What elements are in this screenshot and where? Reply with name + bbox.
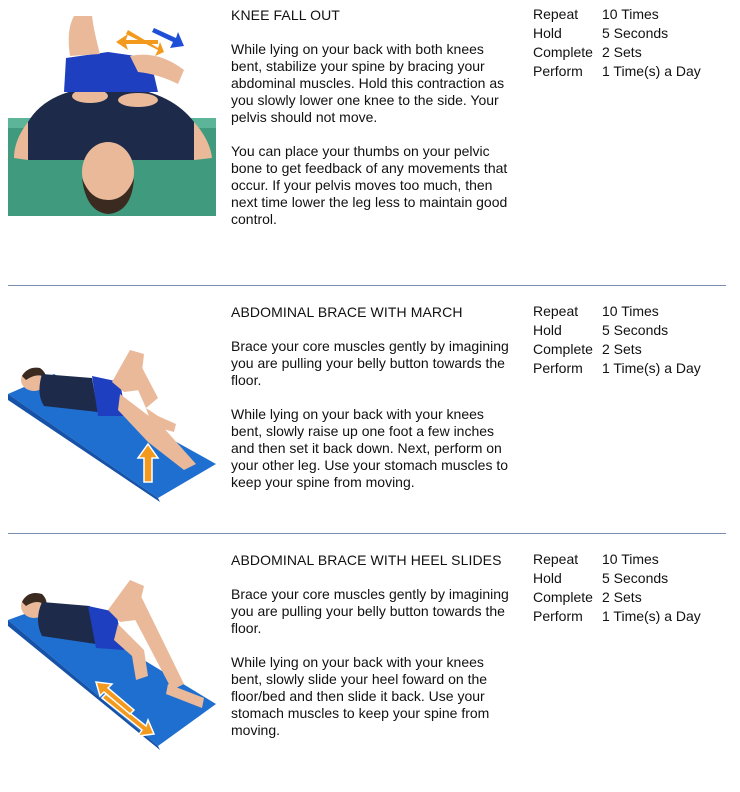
param-value: 1 Time(s) a Day [602,608,701,624]
param-value: 1 Time(s) a Day [602,360,701,376]
instruction-paragraph: While lying on your back with your knees bent, slowly slide your heel foward on the floor/bed and then slide it back. Use your stomach muscles to keep your spine from moving. [231,654,490,738]
param-label: Hold [533,570,562,586]
exercise-abdominal-brace-march [0,296,740,528]
instruction-paragraph: You can place your thumbs on your pelvic bone to get feedback of any movements that occur. If your pelvis moves too much, then next time lower the leg less to maintain good control. [231,143,508,227]
param-label: Complete [533,44,593,60]
param-label: Repeat [533,551,579,567]
exercise-params [533,550,701,626]
instruction-paragraph: Brace your core muscles gently by imagining you are pulling your belly button towards the floor. [231,586,509,636]
param-value: 10 Times [602,303,659,319]
param-label: Repeat [533,303,579,319]
param-label: Repeat [533,6,579,22]
exercise-title: ABDOMINAL BRACE WITH MARCH [231,304,463,320]
param-value: 5 Seconds [602,570,669,586]
param-label: Perform [533,608,583,624]
param-row-perform [533,62,701,81]
param-label: Complete [533,589,593,605]
exercise-abdominal-brace-heel-slides [0,544,740,792]
param-row-hold [533,569,701,588]
param-label: Hold [533,322,562,338]
heel-slide-figure [8,580,216,752]
exercise-knee-fall-out [0,0,740,280]
param-row-complete [533,588,701,607]
param-row-hold [533,24,701,43]
knee-fall-out-figure [8,10,216,216]
instruction-paragraph: Brace your core muscles gently by imagining you are pulling your belly button towards the floor. [231,338,509,388]
section-divider [8,285,726,286]
param-row-repeat [533,5,701,24]
section-divider [8,533,726,534]
exercise-title: ABDOMINAL BRACE WITH HEEL SLIDES [231,552,502,568]
param-label: Complete [533,341,593,357]
march-figure [8,346,216,506]
param-row-hold [533,321,701,340]
param-value: 2 Sets [602,44,642,60]
param-value: 10 Times [602,6,659,22]
exercise-params [533,302,701,378]
param-value: 1 Time(s) a Day [602,63,701,79]
instruction-paragraph: While lying on your back with both knees bent, stabilize your spine by bracing your abdominal muscles. Hold this contraction as you slowly lower one knee to the side. Your pelvis should not move. [231,41,505,125]
param-row-repeat [533,302,701,321]
param-value: 5 Seconds [602,322,669,338]
instruction-paragraph: While lying on your back with your knees bent, slowly raise up one foot a few inches and then set it back down. Next, perform on your other leg. Use your stomach muscles to keep your spine from moving. [231,406,509,490]
exercise-title: KNEE FALL OUT [231,7,340,23]
param-row-perform [533,359,701,378]
param-row-complete [533,43,701,62]
param-label: Hold [533,25,562,41]
param-value: 10 Times [602,551,659,567]
param-value: 2 Sets [602,589,642,605]
param-label: Perform [533,360,583,376]
param-value: 5 Seconds [602,25,669,41]
param-row-perform [533,607,701,626]
exercise-params [533,5,701,81]
param-row-complete [533,340,701,359]
param-value: 2 Sets [602,341,642,357]
param-label: Perform [533,63,583,79]
param-row-repeat [533,550,701,569]
